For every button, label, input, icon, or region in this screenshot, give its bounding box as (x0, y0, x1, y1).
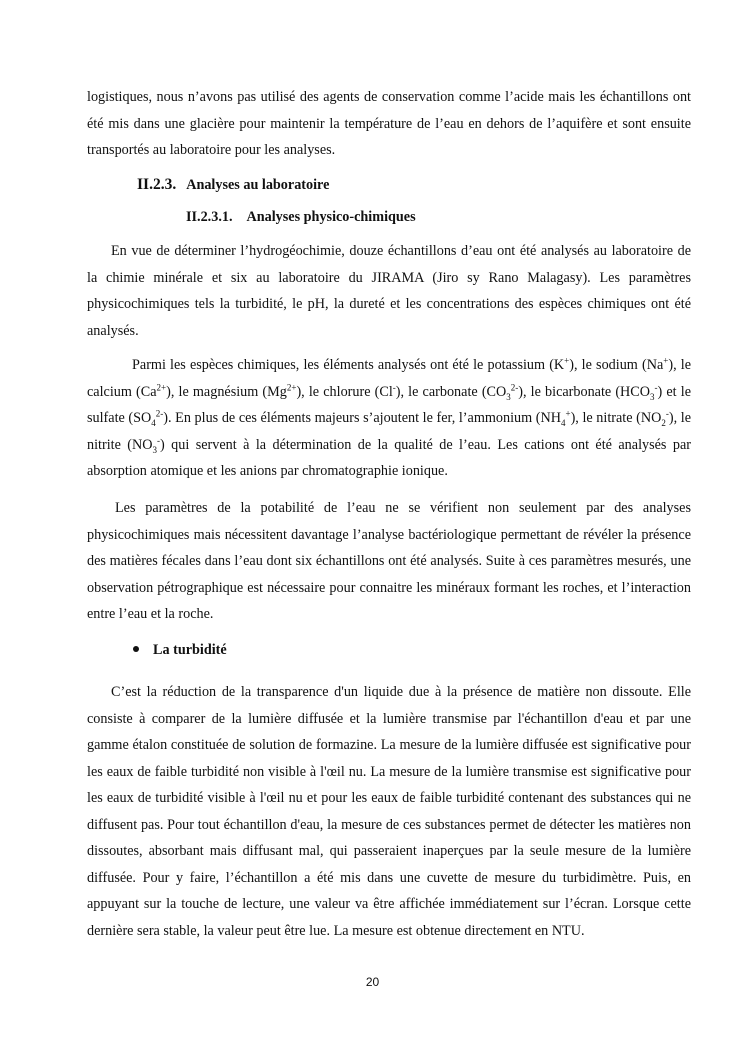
subsection-title: Analyses physico-chimiques (246, 209, 416, 225)
section-heading-2-2-3 (137, 176, 329, 194)
bullet-title: La turbidité (153, 642, 227, 658)
section-title: Analyses au laboratoire (186, 177, 330, 193)
paragraph-especes-chimiques: Parmi les espèces chimiques, les éléments analysés ont été le potassium (K+), le sodium (Na+), le calcium $(Ca^{2+})$, le magnésium $(Mg^{2+})$, le chlorure (Cl-), le carbonate $(CO_3^{2-})$, le bicarbonate $(HCO_3^-)$ et le sulfate $(SO_4^{2-})$. En plus de ces éléments majeurs s’ajoutent le fer, l’ammonium $(NH_4^+)$, le nitrate $(NO_2^-)$, le nitrite $(NO_3^-)$ qui servent à la détermination de la qualité de l’eau. Les cations ont été analysés par absorption atomique et les anions par chromatographie ionique. (87, 355, 692, 479)
paragraph-intro: logistiques, nous n’avons pas utilisé des agents de conservation comme l’acide mais les échantillons ont été mis dans une glacière pour maintenir la température de l’eau en dehors de l’aquifère et sont ensuite transportés au laboratoire pour les analyses. (87, 89, 691, 158)
paragraph-turbidite: C’est la réduction de la transparence d'un liquide due à la présence de matière non dissoute. Elle consiste à comparer de la lumière diffusée et la lumière transmise par l'échantillon d'eau et par une gamme étalon constituée de solution de formazine. La mesure de la lumière diffusée est significative pour les eaux de faible turbidité non visible à l'œil nu. La mesure de la lumière transmise est significative pour les eaux de turbidité visible à l'œil nu et pour les eaux de faible turbidité contenant des substances qui ne diffusent pas. Pour tout échantillon d'eau, la mesure de ces substances permet de détecter les matières non dissoutes, absorbant mais diffusant mal, qui passeraient inaperçues par la seule mesure de la lumière diffusée. Pour y faire, l’échantillon a été mis dans une cuvette de mesure du turbidimètre. Puis, en appuyant sur la touche de lecture, une valeur va être affichée immédiatement sur l’écran. Lorsque cette dernière sera stable, la valeur peut être lue. La mesure est obtenue directement en NTU. (87, 684, 691, 939)
bullet-dot-icon (133, 646, 139, 652)
paragraph-potabilite: Les paramètres de la potabilité de l’eau ne se vérifient non seulement par des analyses physicochimiques mais nécessitent davantage l’analyse bactériologique permettant de révéler la présence des matières fécales dans l’eau dont six échantillons ont été analysés. Suite à ces paramètres mesurés, une observation pétrographique est nécessaire pour connaitre les minéraux formant les roches, et l’interaction entre l’eau et la roche. (87, 500, 691, 622)
section-number: II.2.3. (137, 176, 177, 193)
paragraph-hydrogeochimie: En vue de déterminer l’hydrogéochimie, douze échantillons d’eau ont été analysés au laboratoire de la chimie minérale et six au laboratoire du JIRAMA (Jiro sy Rano Malagasy). Les paramètres physicochimiques tels la turbidité, le pH, la dureté et les concentrations des espèces chimiques ont été analysés. (87, 243, 691, 339)
page-number: 20 (365, 975, 380, 989)
subsection-heading-2-2-3-1 (186, 209, 416, 226)
subsection-number: II.2.3.1. (186, 209, 233, 225)
bullet-heading-turbidite (133, 642, 227, 659)
